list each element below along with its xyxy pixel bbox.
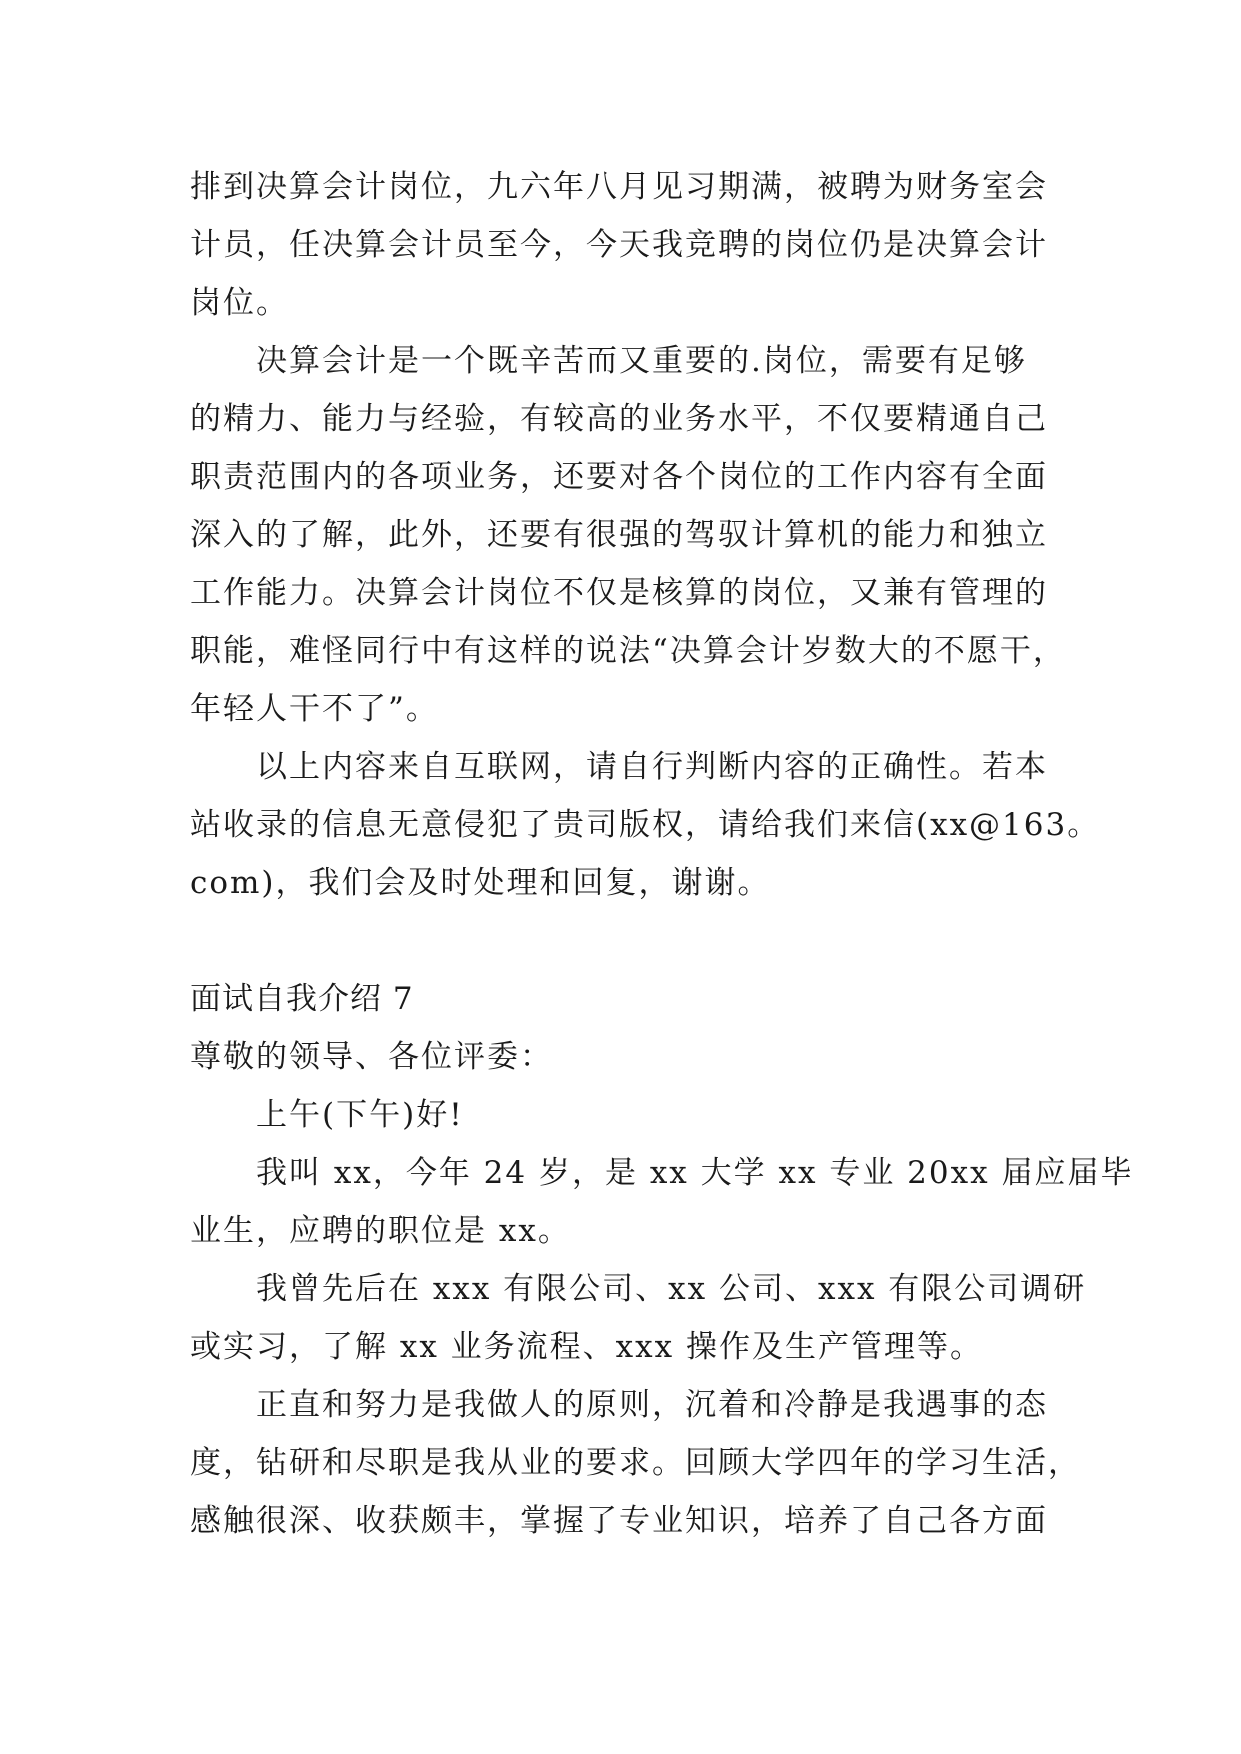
- document-body: [190, 158, 1134, 1550]
- text-line: 或实习，了解 xx 业务流程、xxx 操作及生产管理等。: [190, 1329, 983, 1365]
- text-line: 感触很深、收获颇丰，掌握了专业知识，培养了自己各方面: [190, 1503, 1048, 1539]
- text-line: 决算会计是一个既辛苦而又重要的.岗位，需要有足够: [256, 343, 1027, 379]
- greeting: 上午(下午)好!: [256, 1097, 464, 1133]
- text-line: 正直和努力是我做人的原则，沉着和冷静是我遇事的态: [256, 1387, 1048, 1423]
- text-line: 职责范围内的各项业务，还要对各个岗位的工作内容有全面: [190, 459, 1048, 495]
- paragraph-accounting-role: [190, 332, 1066, 738]
- text-line: 站收录的信息无意侵犯了贵司版权，请给我们来信(xx@163。: [190, 807, 1101, 843]
- text-line: 度，钻研和尽职是我从业的要求。回顾大学四年的学习生活，: [190, 1445, 1081, 1481]
- text-line: 岗位。: [190, 285, 289, 321]
- text-line: 职能，难怪同行中有这样的说法“决算会计岁数大的不愿干，: [190, 633, 1066, 669]
- text-line: 深入的了解，此外，还要有很强的驾驭计算机的能力和独立: [190, 517, 1048, 553]
- text-line: 年轻人干不了”。: [190, 691, 439, 727]
- text-line: 排到决算会计岗位，九六年八月见习期满，被聘为财务室会: [190, 169, 1048, 205]
- text-line: 以上内容来自互联网，请自行判断内容的正确性。若本: [256, 749, 1048, 785]
- blank-line: [190, 912, 1060, 970]
- paragraph-experience: [190, 1260, 1087, 1376]
- paragraph-principles: [190, 1376, 1081, 1550]
- paragraph-disclaimer: [190, 738, 1101, 912]
- salutation: 尊敬的领导、各位评委：: [190, 1039, 553, 1075]
- text-line: 业生，应聘的职位是 xx。: [190, 1213, 571, 1249]
- text-line: 工作能力。决算会计岗位不仅是核算的岗位，又兼有管理的: [190, 575, 1048, 611]
- section-title: 面试自我介绍 7: [190, 981, 414, 1017]
- text-line: 的精力、能力与经验，有较高的业务水平，不仅要精通自己: [190, 401, 1048, 437]
- text-line: com)，我们会及时处理和回复，谢谢。: [190, 865, 771, 901]
- paragraph-continuation: [190, 158, 1060, 332]
- text-line: 我叫 xx，今年 24 岁，是 xx 大学 xx 专业 20xx 届应届毕: [256, 1155, 1134, 1191]
- text-line: 计员，任决算会计员至今，今天我竞聘的岗位仍是决算会计: [190, 227, 1048, 263]
- paragraph-self-intro: [190, 1144, 1134, 1260]
- text-line: 我曾先后在 xxx 有限公司、xx 公司、xxx 有限公司调研: [256, 1271, 1087, 1307]
